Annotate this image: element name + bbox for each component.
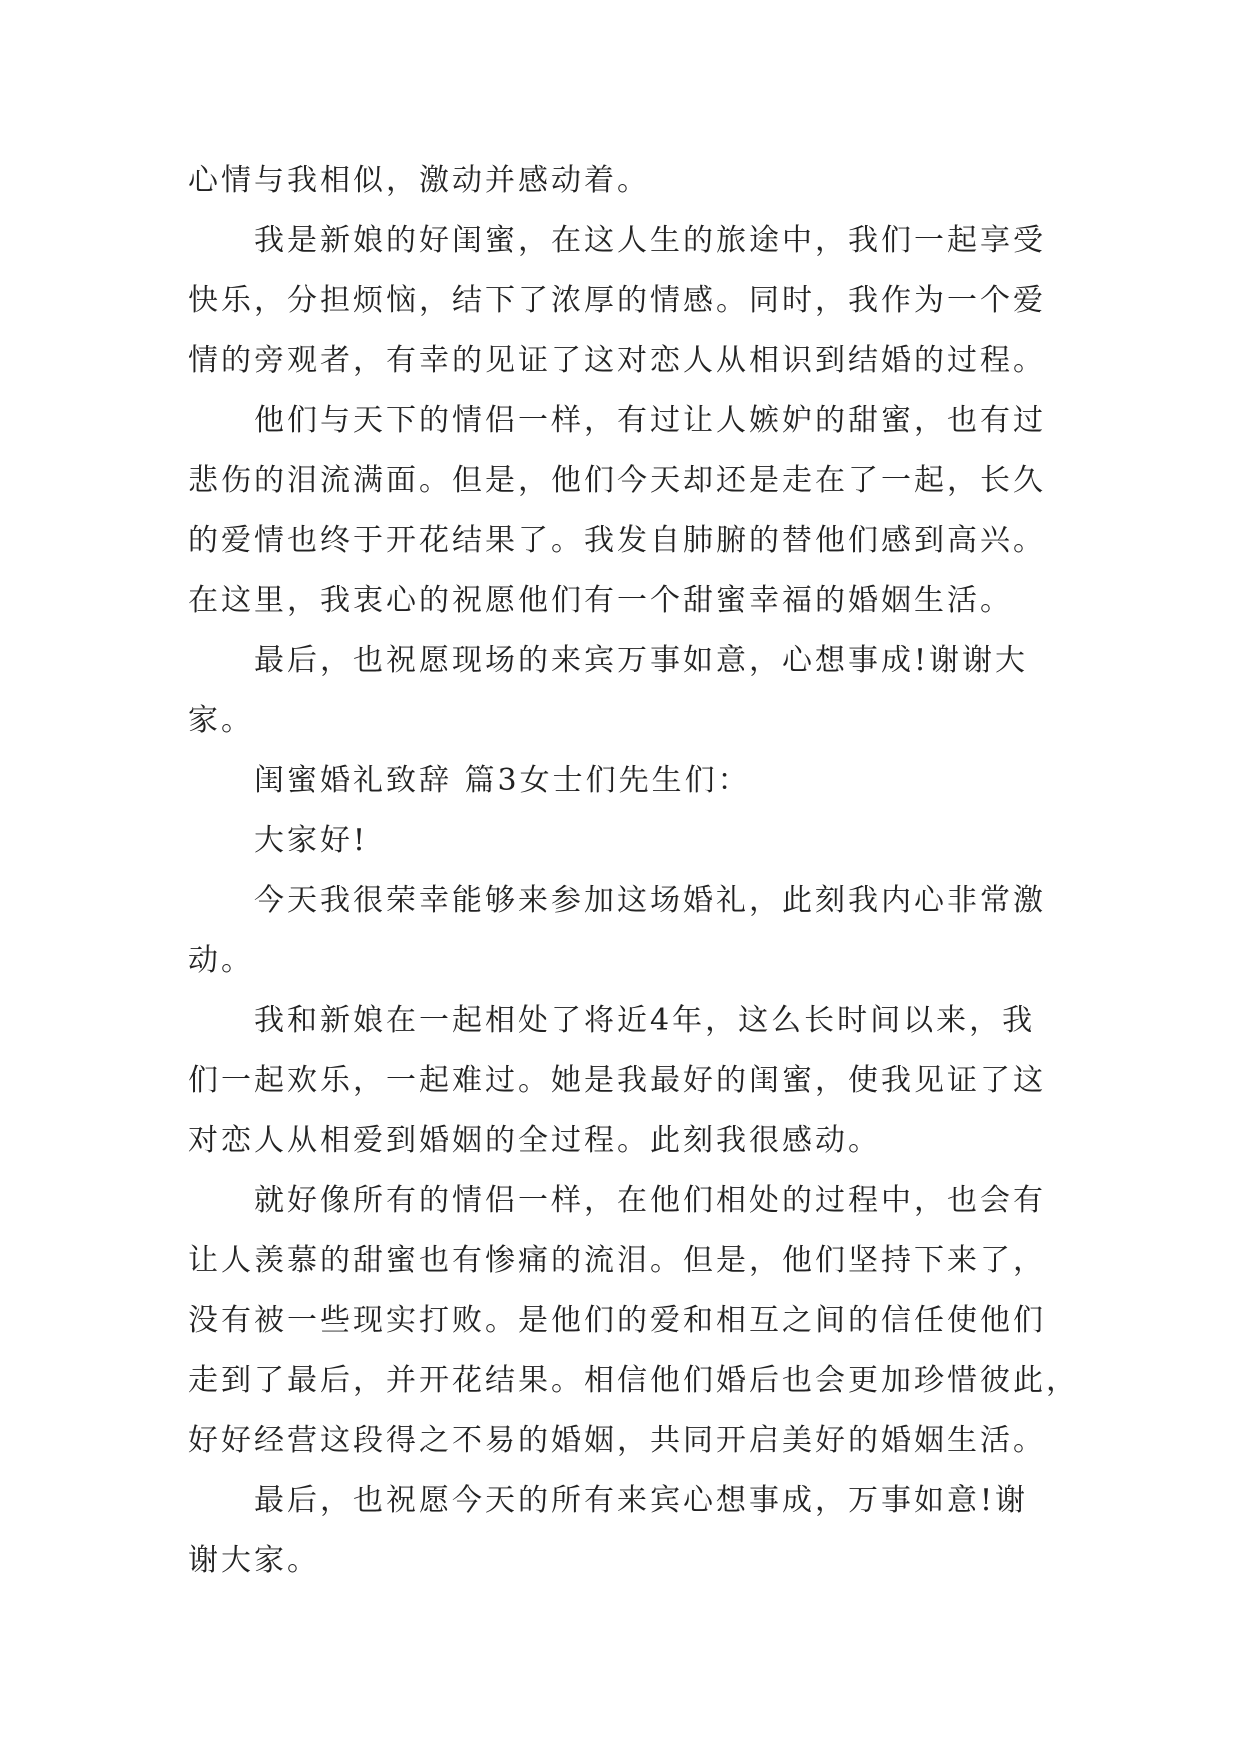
text-line: 今天我很荣幸能够来参加这场婚礼，此刻我内心非常激 — [254, 883, 1046, 918]
text-line: 动。 — [188, 943, 254, 978]
text-line: 让人羡慕的甜蜜也有惨痛的流泪。但是，他们坚持下来了， — [188, 1243, 1046, 1278]
text-line: 对恋人从相爱到婚姻的全过程。此刻我很感动。 — [188, 1123, 881, 1158]
text-line: 们一起欢乐，一起难过。她是我最好的闺蜜，使我见证了这 — [188, 1063, 1046, 1098]
text-line: 大家好! — [254, 823, 369, 858]
paragraph — [188, 991, 1058, 1171]
text-line: 最后，也祝愿今天的所有来宾心想事成，万事如意!谢 — [254, 1483, 1029, 1518]
text-line: 走到了最后，并开花结果。相信他们婚后也会更加珍惜彼此， — [188, 1363, 1079, 1398]
paragraph — [188, 751, 1058, 811]
text-line: 在这里，我衷心的祝愿他们有一个甜蜜幸福的婚姻生活。 — [188, 583, 1013, 618]
paragraph — [188, 811, 1058, 871]
text-line: 最后，也祝愿现场的来宾万事如意，心想事成!谢谢大 — [254, 643, 1029, 678]
text-line: 我和新娘在一起相处了将近4年，这么长时间以来，我 — [254, 1003, 1036, 1038]
paragraph — [188, 1171, 1079, 1471]
text-line: 就好像所有的情侣一样，在他们相处的过程中，也会有 — [254, 1183, 1046, 1218]
text-line: 心情与我相似，激动并感动着。 — [188, 163, 650, 198]
document-body — [188, 151, 1079, 1591]
paragraph — [188, 871, 1058, 991]
text-line: 悲伤的泪流满面。但是，他们今天却还是走在了一起，长久 — [188, 463, 1046, 498]
paragraph — [188, 151, 1058, 211]
paragraph — [188, 631, 1058, 751]
text-line: 我是新娘的好闺蜜，在这人生的旅途中，我们一起享受 — [254, 223, 1046, 258]
text-line: 他们与天下的情侣一样，有过让人嫉妒的甜蜜，也有过 — [254, 403, 1046, 438]
paragraph — [188, 211, 1058, 391]
text-line: 没有被一些现实打败。是他们的爱和相互之间的信任使他们 — [188, 1303, 1046, 1338]
text-line: 谢大家。 — [188, 1543, 320, 1578]
paragraph — [188, 391, 1058, 631]
text-line: 的爱情也终于开花结果了。我发自肺腑的替他们感到高兴。 — [188, 523, 1046, 558]
text-line: 情的旁观者，有幸的见证了这对恋人从相识到结婚的过程。 — [188, 343, 1046, 378]
text-line: 闺蜜婚礼致辞 篇3女士们先生们： — [254, 763, 751, 798]
text-line: 家。 — [188, 703, 254, 738]
text-line: 快乐，分担烦恼，结下了浓厚的情感。同时，我作为一个爱 — [188, 283, 1046, 318]
paragraph — [188, 1471, 1058, 1591]
text-line: 好好经营这段得之不易的婚姻，共同开启美好的婚姻生活。 — [188, 1423, 1046, 1458]
